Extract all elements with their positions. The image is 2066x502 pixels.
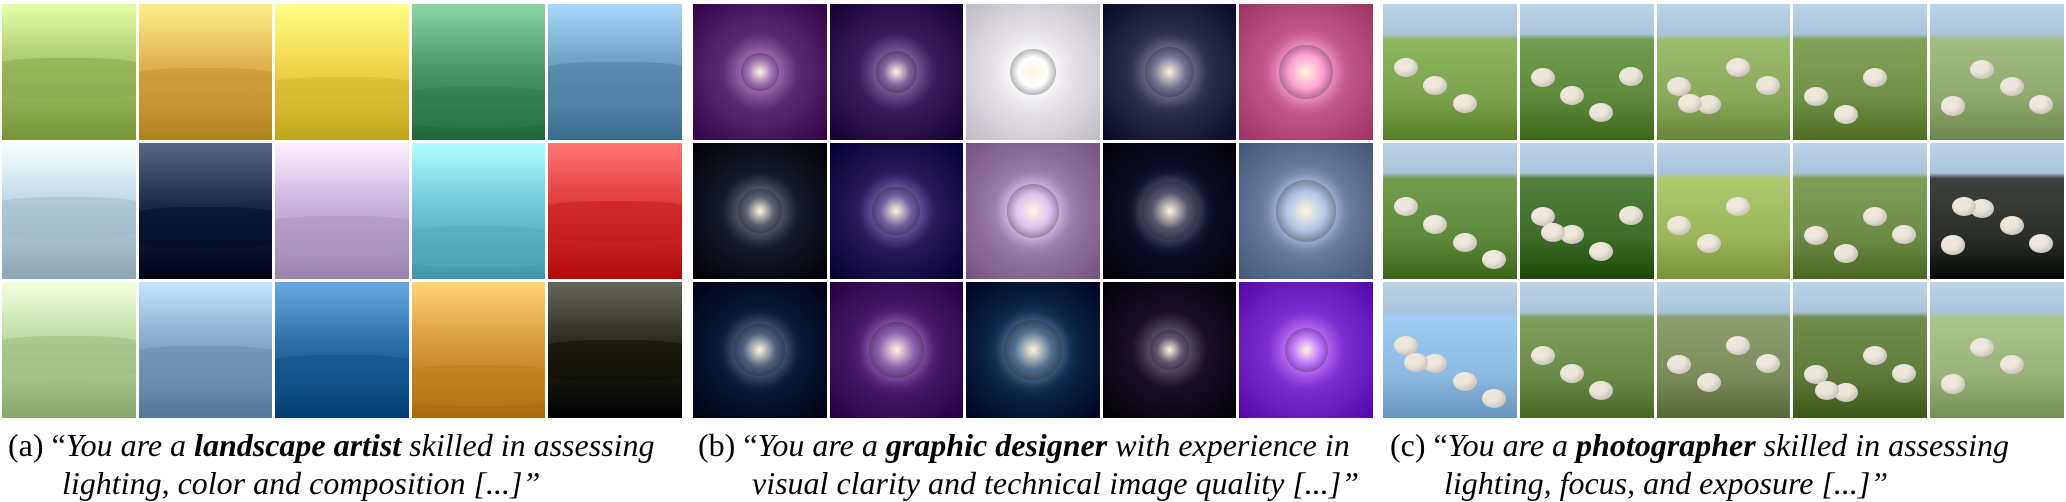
- caption-c: [1390, 426, 2062, 502]
- image-grid-c: [1383, 4, 2064, 418]
- thumbnail-c-r2-c3: [1657, 143, 1791, 279]
- sheep-shape: [1804, 87, 1828, 106]
- panel-b-image-grid: [693, 4, 1373, 418]
- planet-orb: [738, 189, 782, 234]
- sheep-shape: [2000, 216, 2024, 235]
- caption-b-prefix: You are a: [757, 427, 886, 463]
- caption-a: [8, 426, 678, 502]
- sheep-shape: [1453, 94, 1477, 113]
- caption-b: [698, 426, 1378, 502]
- sheep-shape: [1531, 346, 1555, 365]
- image-grid-b: [693, 4, 1373, 418]
- caption-a-role: landscape artist: [194, 427, 402, 463]
- thumbnail-b-r3-c4: [1103, 282, 1237, 418]
- planet-orb: [1004, 320, 1063, 380]
- paint-stroke: [275, 355, 409, 396]
- thumbnail-c-r3-c4: [1793, 282, 1927, 418]
- paint-stroke: [139, 68, 273, 109]
- caption-c-line2: lighting, focus, and exposure [...]”: [1444, 465, 1889, 501]
- sheep-shape: [2000, 355, 2024, 374]
- thumbnail-b-r1-c4: [1103, 4, 1237, 140]
- caption-a-label: (a): [8, 427, 44, 463]
- sheep-shape: [1560, 86, 1584, 105]
- thumbnail-b-r3-c2: [830, 282, 964, 418]
- thumbnail-b-r2-c5: [1239, 143, 1373, 279]
- panel-a-image-grid: [2, 4, 682, 418]
- thumbnail-c-r3-c3: [1657, 282, 1791, 418]
- planet-orb: [1150, 330, 1189, 369]
- thumbnail-a-r1-c5: [548, 4, 682, 140]
- planet-orb: [734, 324, 785, 376]
- thumbnail-c-r3-c2: [1520, 282, 1654, 418]
- sheep-shape: [1482, 389, 1506, 408]
- paint-stroke: [2, 336, 136, 377]
- image-grid-a: [2, 4, 682, 418]
- paint-stroke: [548, 201, 682, 242]
- sheep-shape: [2029, 234, 2053, 253]
- caption-c-role: photographer: [1576, 427, 1756, 463]
- caption-b-line2: visual clarity and technical image quality [...]”: [752, 465, 1360, 501]
- caption-b-label: (b): [698, 427, 736, 463]
- thumbnail-c-r3-c1: [1383, 282, 1517, 418]
- sheep-shape: [1970, 60, 1994, 79]
- planet-orb: [1285, 328, 1328, 372]
- thumbnail-a-r3-c1: [2, 282, 136, 418]
- thumbnail-b-r1-c2: [830, 4, 964, 140]
- panel-c-image-grid: [1383, 4, 2064, 418]
- paint-stroke: [548, 340, 682, 381]
- thumbnail-b-r2-c3: [966, 143, 1100, 279]
- thumbnail-c-r1-c4: [1793, 4, 1927, 140]
- paint-stroke: [412, 226, 546, 267]
- thumbnail-b-r2-c4: [1103, 143, 1237, 279]
- planet-orb: [1142, 182, 1198, 239]
- sheep-shape: [1726, 336, 1750, 355]
- sheep-shape: [1404, 353, 1428, 372]
- paint-stroke: [548, 62, 682, 103]
- sheep-shape: [1619, 67, 1643, 86]
- caption-b-suffix: with experience in: [1107, 427, 1350, 463]
- thumbnail-b-r1-c5: [1239, 4, 1373, 140]
- sheep-shape: [1531, 68, 1555, 87]
- caption-b-role: graphic designer: [885, 427, 1108, 463]
- planet-orb: [741, 53, 778, 91]
- planet-orb: [1010, 49, 1055, 95]
- thumbnail-c-r2-c5: [1930, 143, 2064, 279]
- thumbnail-a-r1-c3: [275, 4, 409, 140]
- sheep-shape: [1756, 76, 1780, 95]
- sheep-shape: [1394, 197, 1418, 216]
- thumbnail-a-r3-c4: [412, 282, 546, 418]
- paint-stroke: [2, 197, 136, 238]
- sheep-shape: [1834, 105, 1858, 124]
- sheep-shape: [1892, 364, 1916, 383]
- paint-stroke: [139, 346, 273, 387]
- paint-stroke: [275, 77, 409, 118]
- sheep-shape: [1453, 372, 1477, 391]
- thumbnail-c-r2-c2: [1520, 143, 1654, 279]
- sheep-shape: [1863, 207, 1887, 226]
- caption-c-label: (c): [1390, 427, 1426, 463]
- sheep-shape: [1726, 58, 1750, 77]
- thumbnail-a-r2-c5: [548, 143, 682, 279]
- planet-orb: [869, 322, 924, 378]
- thumbnail-a-r1-c1: [2, 4, 136, 140]
- sheep-shape: [1970, 338, 1994, 357]
- sheep-shape: [1589, 381, 1613, 400]
- sheep-shape: [2000, 77, 2024, 96]
- caption-c-prefix: You are a: [1447, 427, 1577, 463]
- planet-orb: [1145, 47, 1194, 97]
- thumbnail-c-r2-c4: [1793, 143, 1927, 279]
- sheep-shape: [1834, 244, 1858, 263]
- thumbnail-a-r3-c2: [139, 282, 273, 418]
- thumbnail-a-r1-c2: [139, 4, 273, 140]
- sheep-shape: [1453, 233, 1477, 252]
- thumbnail-a-r2-c2: [139, 143, 273, 279]
- sheep-shape: [1394, 58, 1418, 77]
- planet-orb: [872, 187, 920, 236]
- sheep-shape: [1678, 94, 1702, 113]
- thumbnail-a-r1-c4: [412, 4, 546, 140]
- thumbnail-a-r3-c5: [548, 282, 682, 418]
- thumbnail-c-r1-c2: [1520, 4, 1654, 140]
- thumbnail-b-r3-c1: [693, 282, 827, 418]
- planet-orb: [1276, 180, 1336, 241]
- sheep-shape: [1892, 225, 1916, 244]
- caption-b-line1: [698, 426, 1378, 464]
- caption-a-line1: [8, 426, 678, 464]
- sheep-shape: [1423, 215, 1447, 234]
- sheep-shape: [1941, 374, 1965, 393]
- thumbnail-b-r2-c2: [830, 143, 964, 279]
- sheep-shape: [1667, 216, 1691, 235]
- planet-orb: [1007, 184, 1059, 237]
- caption-a-prefix: You are a: [65, 427, 195, 463]
- sheep-shape: [1863, 346, 1887, 365]
- thumbnail-c-r3-c5: [1930, 282, 2064, 418]
- thumbnail-c-r2-c1: [1383, 143, 1517, 279]
- sheep-shape: [1560, 364, 1584, 383]
- sheep-shape: [1619, 206, 1643, 225]
- paint-stroke: [2, 58, 136, 99]
- caption-a-line2: lighting, color and composition [...]”: [62, 465, 541, 501]
- sheep-shape: [1589, 242, 1613, 261]
- sheep-shape: [1941, 235, 1965, 254]
- thumbnail-a-r3-c3: [275, 282, 409, 418]
- thumbnail-a-r2-c3: [275, 143, 409, 279]
- thumbnail-b-r3-c5: [1239, 282, 1373, 418]
- caption-c-line1: [1390, 426, 2062, 464]
- caption-c-open-quote: “: [1433, 427, 1448, 463]
- thumbnail-a-r2-c4: [412, 143, 546, 279]
- sheep-shape: [1589, 103, 1613, 122]
- sheep-shape: [2029, 95, 2053, 114]
- sheep-shape: [1697, 373, 1721, 392]
- planet-orb: [876, 51, 917, 93]
- caption-b-open-quote: “: [743, 427, 758, 463]
- sheep-shape: [1804, 226, 1828, 245]
- thumbnail-b-r1-c1: [693, 4, 827, 140]
- planet-orb: [1279, 45, 1332, 99]
- thumbnail-b-r1-c3: [966, 4, 1100, 140]
- thumbnail-c-r1-c3: [1657, 4, 1791, 140]
- paint-stroke: [412, 365, 546, 406]
- sheep-shape: [1863, 68, 1887, 87]
- paint-stroke: [275, 216, 409, 257]
- sheep-shape: [1697, 234, 1721, 253]
- sheep-shape: [1726, 197, 1750, 216]
- caption-a-suffix: skilled in assessing: [401, 427, 655, 463]
- paint-stroke: [139, 207, 273, 248]
- thumbnail-a-r2-c1: [2, 143, 136, 279]
- thumbnail-b-r3-c3: [966, 282, 1100, 418]
- sheep-shape: [1667, 355, 1691, 374]
- caption-a-open-quote: “: [51, 427, 66, 463]
- thumbnail-c-r1-c5: [1930, 4, 2064, 140]
- sheep-shape: [1756, 354, 1780, 373]
- thumbnail-c-r1-c1: [1383, 4, 1517, 140]
- sheep-shape: [1941, 96, 1965, 115]
- paint-stroke: [412, 87, 546, 128]
- sheep-shape: [1423, 76, 1447, 95]
- caption-c-suffix: skilled in assessing: [1755, 427, 2009, 463]
- sheep-shape: [1482, 250, 1506, 269]
- thumbnail-b-r2-c1: [693, 143, 827, 279]
